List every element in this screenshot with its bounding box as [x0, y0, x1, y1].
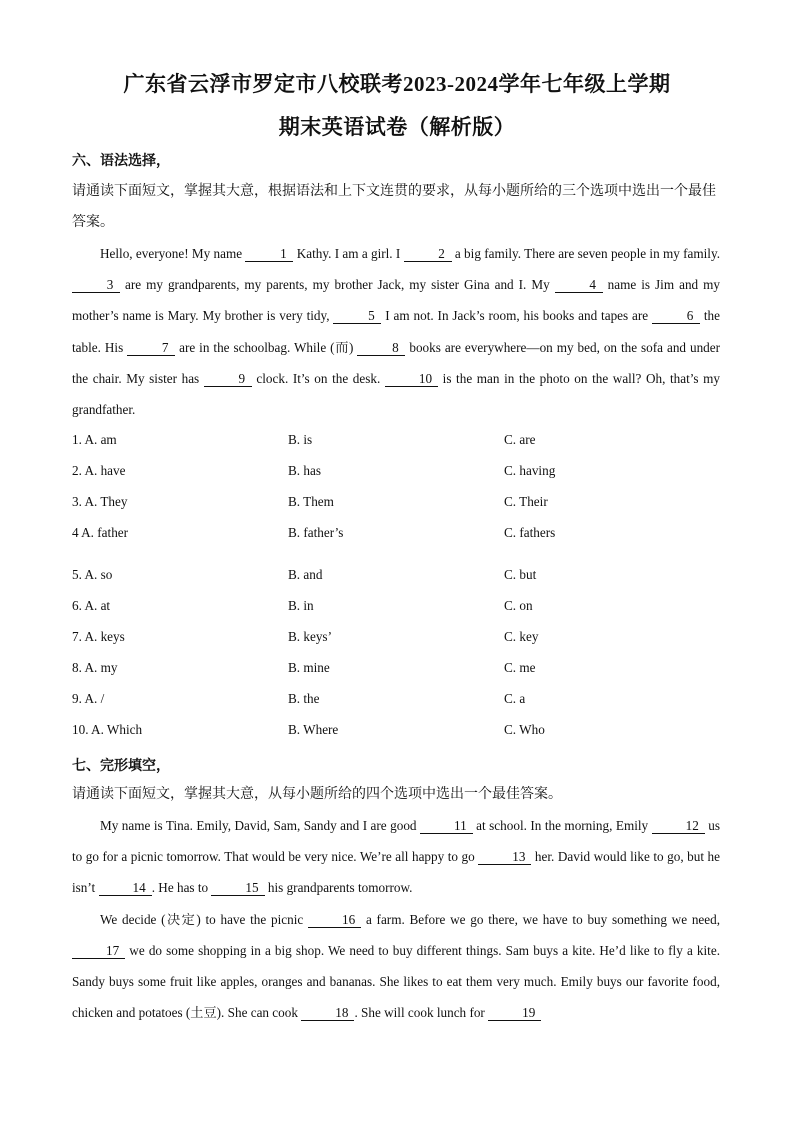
passage-text: We decide (决定) to have the picnic	[100, 911, 308, 927]
passage-text: Kathy. I am a girl. I	[293, 246, 404, 261]
section7-heading: 七、完形填空，	[72, 759, 170, 774]
passage-text: the table. His	[72, 308, 720, 355]
section7-instruction: 请通读下面短文，掌握其大意，从每小题所给的四个选项中选出一个最佳答案。	[72, 787, 562, 802]
option-a[interactable]: 6. A. at	[72, 598, 111, 613]
option-c[interactable]: C. Their	[504, 494, 548, 509]
blank-4[interactable]: 4	[555, 278, 603, 293]
option-row-6	[72, 591, 712, 622]
option-b[interactable]: B. in	[288, 598, 314, 613]
option-row-1	[72, 425, 712, 456]
passage-text: her. David would like to go, but he isn’t	[72, 849, 720, 896]
option-b[interactable]: B. mine	[288, 660, 330, 675]
exam-title-line1: 广东省云浮市罗定市八校联考2023-2024学年七年级上学期	[123, 72, 671, 96]
passage-text: at school. In the morning, Emily	[472, 818, 652, 833]
option-row-4	[72, 518, 712, 560]
option-b[interactable]: B. father’s	[288, 525, 344, 540]
option-c[interactable]: C. Who	[504, 722, 545, 737]
option-a[interactable]: 1. A. am	[72, 432, 117, 447]
passage-text: a farm. Before we go there, we have to buy something we need,	[361, 911, 721, 927]
option-row-3	[72, 487, 712, 518]
blank-12[interactable]: 12	[652, 819, 705, 834]
blank-9[interactable]: 9	[204, 372, 252, 387]
option-b[interactable]: B. and	[288, 567, 323, 582]
option-c[interactable]: C. but	[504, 567, 537, 582]
blank-2[interactable]: 2	[404, 247, 452, 262]
section6-instruction: 请通读下面短文，掌握其大意，根据语法和上下文连贯的要求，从每小题所给的三个选项中选出一个最佳答案。	[72, 184, 716, 230]
blank-1[interactable]: 1	[245, 247, 293, 262]
section7-passage	[72, 810, 720, 1028]
option-c[interactable]: C. on	[504, 598, 533, 613]
option-c[interactable]: C. me	[504, 660, 536, 675]
passage-text: . She will cook lunch for	[354, 1005, 489, 1021]
option-a[interactable]: 5. A. so	[72, 567, 113, 582]
option-a[interactable]: 9. A. /	[72, 691, 105, 706]
option-c[interactable]: C. key	[504, 629, 539, 644]
blank-17[interactable]: 17	[72, 944, 125, 959]
blank-7[interactable]: 7	[127, 341, 175, 356]
option-row-10	[72, 715, 712, 746]
section6-heading: 六、语法选择，	[72, 154, 170, 169]
option-c[interactable]: C. fathers	[504, 525, 556, 540]
option-a[interactable]: 8. A. my	[72, 660, 118, 675]
option-b[interactable]: B. has	[288, 463, 321, 478]
option-c[interactable]: C. having	[504, 463, 556, 478]
blank-13[interactable]: 13	[478, 850, 531, 865]
passage-text: us to go for a picnic tomorrow. That would be very nice. We’re all happy to go	[72, 818, 721, 865]
passage-text: are my grandparents, my parents, my brother Jack, my sister Gina and I. My	[120, 277, 555, 293]
option-row-8	[72, 653, 712, 684]
option-row-2	[72, 456, 712, 487]
option-row-5	[72, 560, 712, 591]
blank-8[interactable]: 8	[357, 341, 405, 356]
option-row-7	[72, 622, 712, 653]
blank-15[interactable]: 15	[211, 881, 264, 896]
option-b[interactable]: B. Them	[288, 494, 334, 509]
blank-3[interactable]: 3	[72, 278, 120, 293]
passage-text: books are everywhere—on my bed, on the sofa and under the chair. My sister has	[72, 339, 720, 386]
option-c[interactable]: C. are	[504, 432, 536, 447]
section6-passage	[72, 238, 720, 425]
passage-text: clock. It’s on the desk.	[251, 370, 385, 386]
passage-text: is the man in the photo on the wall? Oh, that’s my grandfather.	[72, 370, 720, 418]
passage-text: I am not. In Jack’s room, his books and tapes are	[381, 308, 652, 324]
blank-18[interactable]: 18	[301, 1006, 354, 1021]
exam-title-line2: 期末英语试卷（解析版）	[278, 115, 516, 139]
passage-text: we do some shopping in a big shop. We need to buy different things. Sam buys a kite. He’d like to fly a kite. Sandy buys some fruit like apples, oranges and bananas. She likes to eat them very much. Emily buys our favorite food, chicken and potatoes (土豆). She can cook	[72, 942, 720, 1021]
section6-options	[72, 425, 712, 746]
option-b[interactable]: B. is	[288, 432, 313, 447]
passage-text: Hello, everyone! My name	[100, 246, 246, 261]
passage-text: My name is Tina. Emily, David, Sam, Sandy and I are good	[100, 818, 420, 833]
option-a[interactable]: 4 A. father	[72, 525, 129, 540]
option-b[interactable]: B. the	[288, 691, 320, 706]
blank-6[interactable]: 6	[652, 309, 700, 324]
blank-16[interactable]: 16	[308, 913, 361, 928]
option-row-9	[72, 684, 712, 715]
passage-text: his grandparents tomorrow.	[264, 880, 413, 896]
option-a[interactable]: 2. A. have	[72, 463, 126, 478]
option-b[interactable]: B. Where	[288, 722, 339, 737]
passage-text: . He has to	[151, 880, 212, 896]
blank-11[interactable]: 11	[420, 819, 473, 834]
blank-19[interactable]: 19	[488, 1006, 541, 1021]
option-a[interactable]: 7. A. keys	[72, 629, 125, 644]
blank-5[interactable]: 5	[333, 309, 381, 324]
option-a[interactable]: 10. A. Which	[72, 722, 143, 737]
passage-text: a big family. There are seven people in my family.	[451, 246, 720, 261]
passage-text: are in the schoolbag. While (而)	[175, 339, 358, 355]
option-a[interactable]: 3. A. They	[72, 494, 128, 509]
blank-10[interactable]: 10	[385, 372, 438, 387]
passage-text: name is Jim and my mother’s name is Mary. My brother is very tidy,	[72, 277, 720, 324]
option-c[interactable]: C. a	[504, 691, 526, 706]
blank-14[interactable]: 14	[99, 881, 152, 896]
option-b[interactable]: B. keys’	[288, 629, 332, 644]
